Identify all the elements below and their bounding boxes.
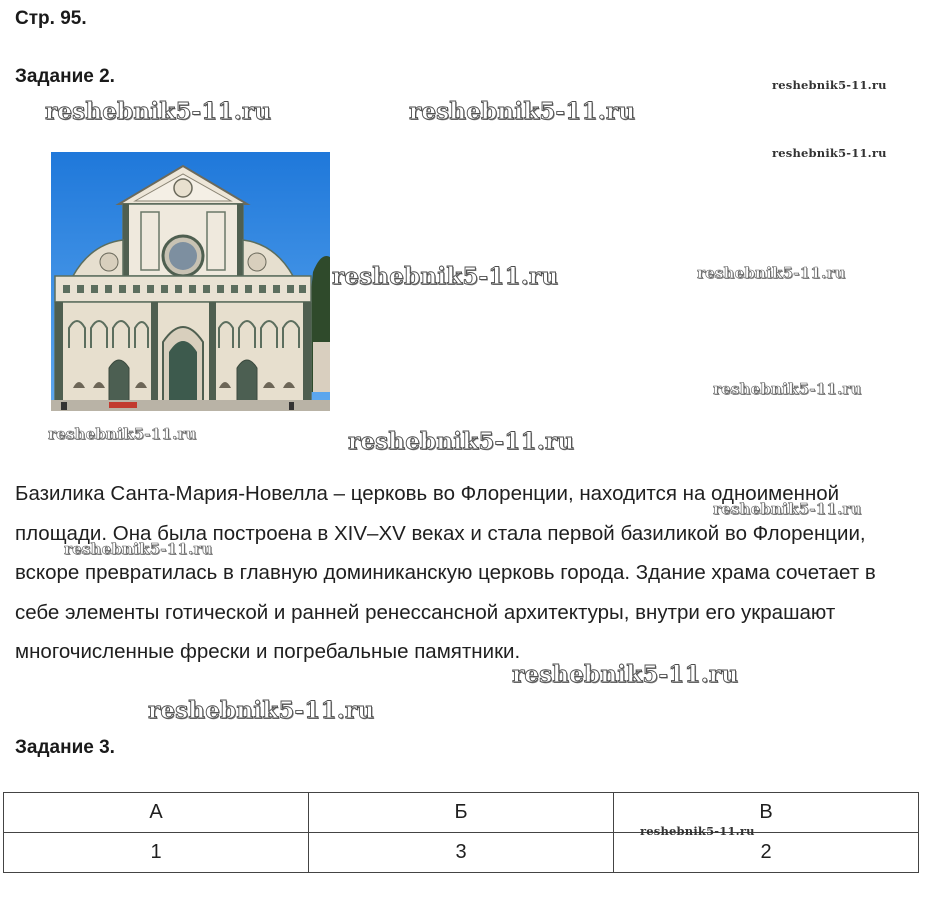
table-row	[4, 833, 919, 873]
basilica-photo	[51, 152, 330, 411]
watermark: reshebnik5-11.ru	[409, 98, 636, 125]
watermark: reshebnik5-11.ru	[45, 98, 272, 125]
watermark: reshebnik5-11.ru	[772, 78, 887, 92]
table-cell: 2	[614, 833, 919, 873]
table-header-cell: А	[4, 793, 309, 833]
watermark: reshebnik5-11.ru	[713, 500, 862, 518]
watermark: reshebnik5-11.ru	[48, 425, 197, 443]
watermark: reshebnik5-11.ru	[713, 380, 862, 398]
watermark: reshebnik5-11.ru	[348, 428, 575, 455]
task-2-heading: Задание 2.	[15, 66, 115, 87]
basilica-description: Базилика Санта-Мария-Новелла – церковь во Флоренции, находится на одноименной площади. Она была построена в XIV–XV веках и стала первой базиликой во Флоренции, вскоре превратилась в главную доминиканскую церковь города. Здание храма сочетает в себе элементы готической и ранней ренессансной архитектуры, внутри его украшают многочисленные фрески и погребальные памятники.	[15, 482, 876, 663]
answer-table	[3, 792, 919, 873]
table-header-cell: В	[614, 793, 919, 833]
watermark: reshebnik5-11.ru	[332, 263, 559, 290]
watermark: reshebnik5-11.ru	[772, 146, 887, 160]
watermark: reshebnik5-11.ru	[148, 697, 375, 724]
table-header-row	[4, 793, 919, 833]
watermark: reshebnik5-11.ru	[64, 540, 213, 558]
page-reference: Стр. 95.	[15, 8, 87, 29]
watermark: reshebnik5-11.ru	[640, 824, 755, 838]
table-header-cell: Б	[309, 793, 614, 833]
table-cell: 3	[309, 833, 614, 873]
watermark: reshebnik5-11.ru	[697, 264, 846, 282]
table-cell: 1	[4, 833, 309, 873]
task-3-heading: Задание 3.	[15, 737, 115, 758]
watermark: reshebnik5-11.ru	[512, 661, 739, 688]
